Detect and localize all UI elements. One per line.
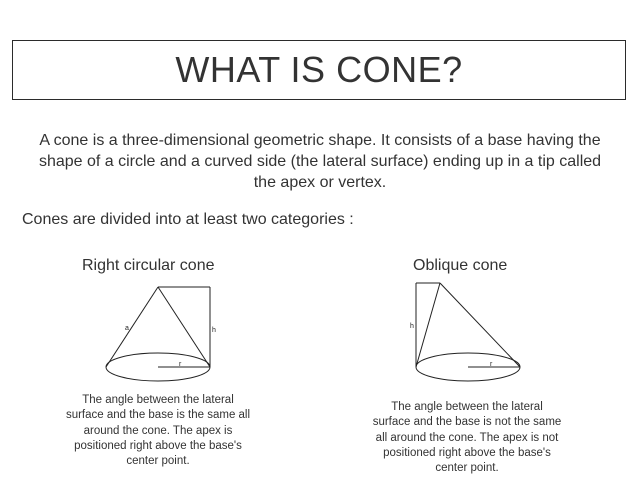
- oblique-cone-heading: Oblique cone: [413, 257, 508, 274]
- oblique-cone-right-side: [440, 283, 520, 367]
- oblique-cone-diagram: [416, 283, 520, 381]
- right-cone-label-h: h: [212, 327, 216, 334]
- right-cone-label-a: a: [125, 325, 129, 332]
- oblique-cone-label-r: r: [490, 361, 493, 368]
- right-cone-label-r: r: [179, 361, 182, 368]
- right-cone-diagram: [106, 287, 210, 381]
- oblique-cone-description: The angle between the lateral surface and the base is not the same all around the cone. The apex is not positioned right above the base's center point.: [372, 401, 562, 475]
- oblique-cone-left-side: [416, 283, 440, 367]
- right-cone-description: The angle between the lateral surface and the base is the same all around the cone. The apex is positioned right above the base's center point.: [65, 394, 251, 468]
- page-title: WHAT IS CONE?: [175, 49, 463, 90]
- right-cone-heading: Right circular cone: [82, 257, 215, 274]
- oblique-cone-label-h: h: [410, 323, 414, 330]
- categories-line: Cones are divided into at least two categories :: [22, 211, 354, 228]
- intro-paragraph: A cone is a three-dimensional geometric shape. It consists of a base having the shape of a circle and a curved side (the lateral surface) ending up in a tip called the apex or vertex.: [38, 132, 602, 191]
